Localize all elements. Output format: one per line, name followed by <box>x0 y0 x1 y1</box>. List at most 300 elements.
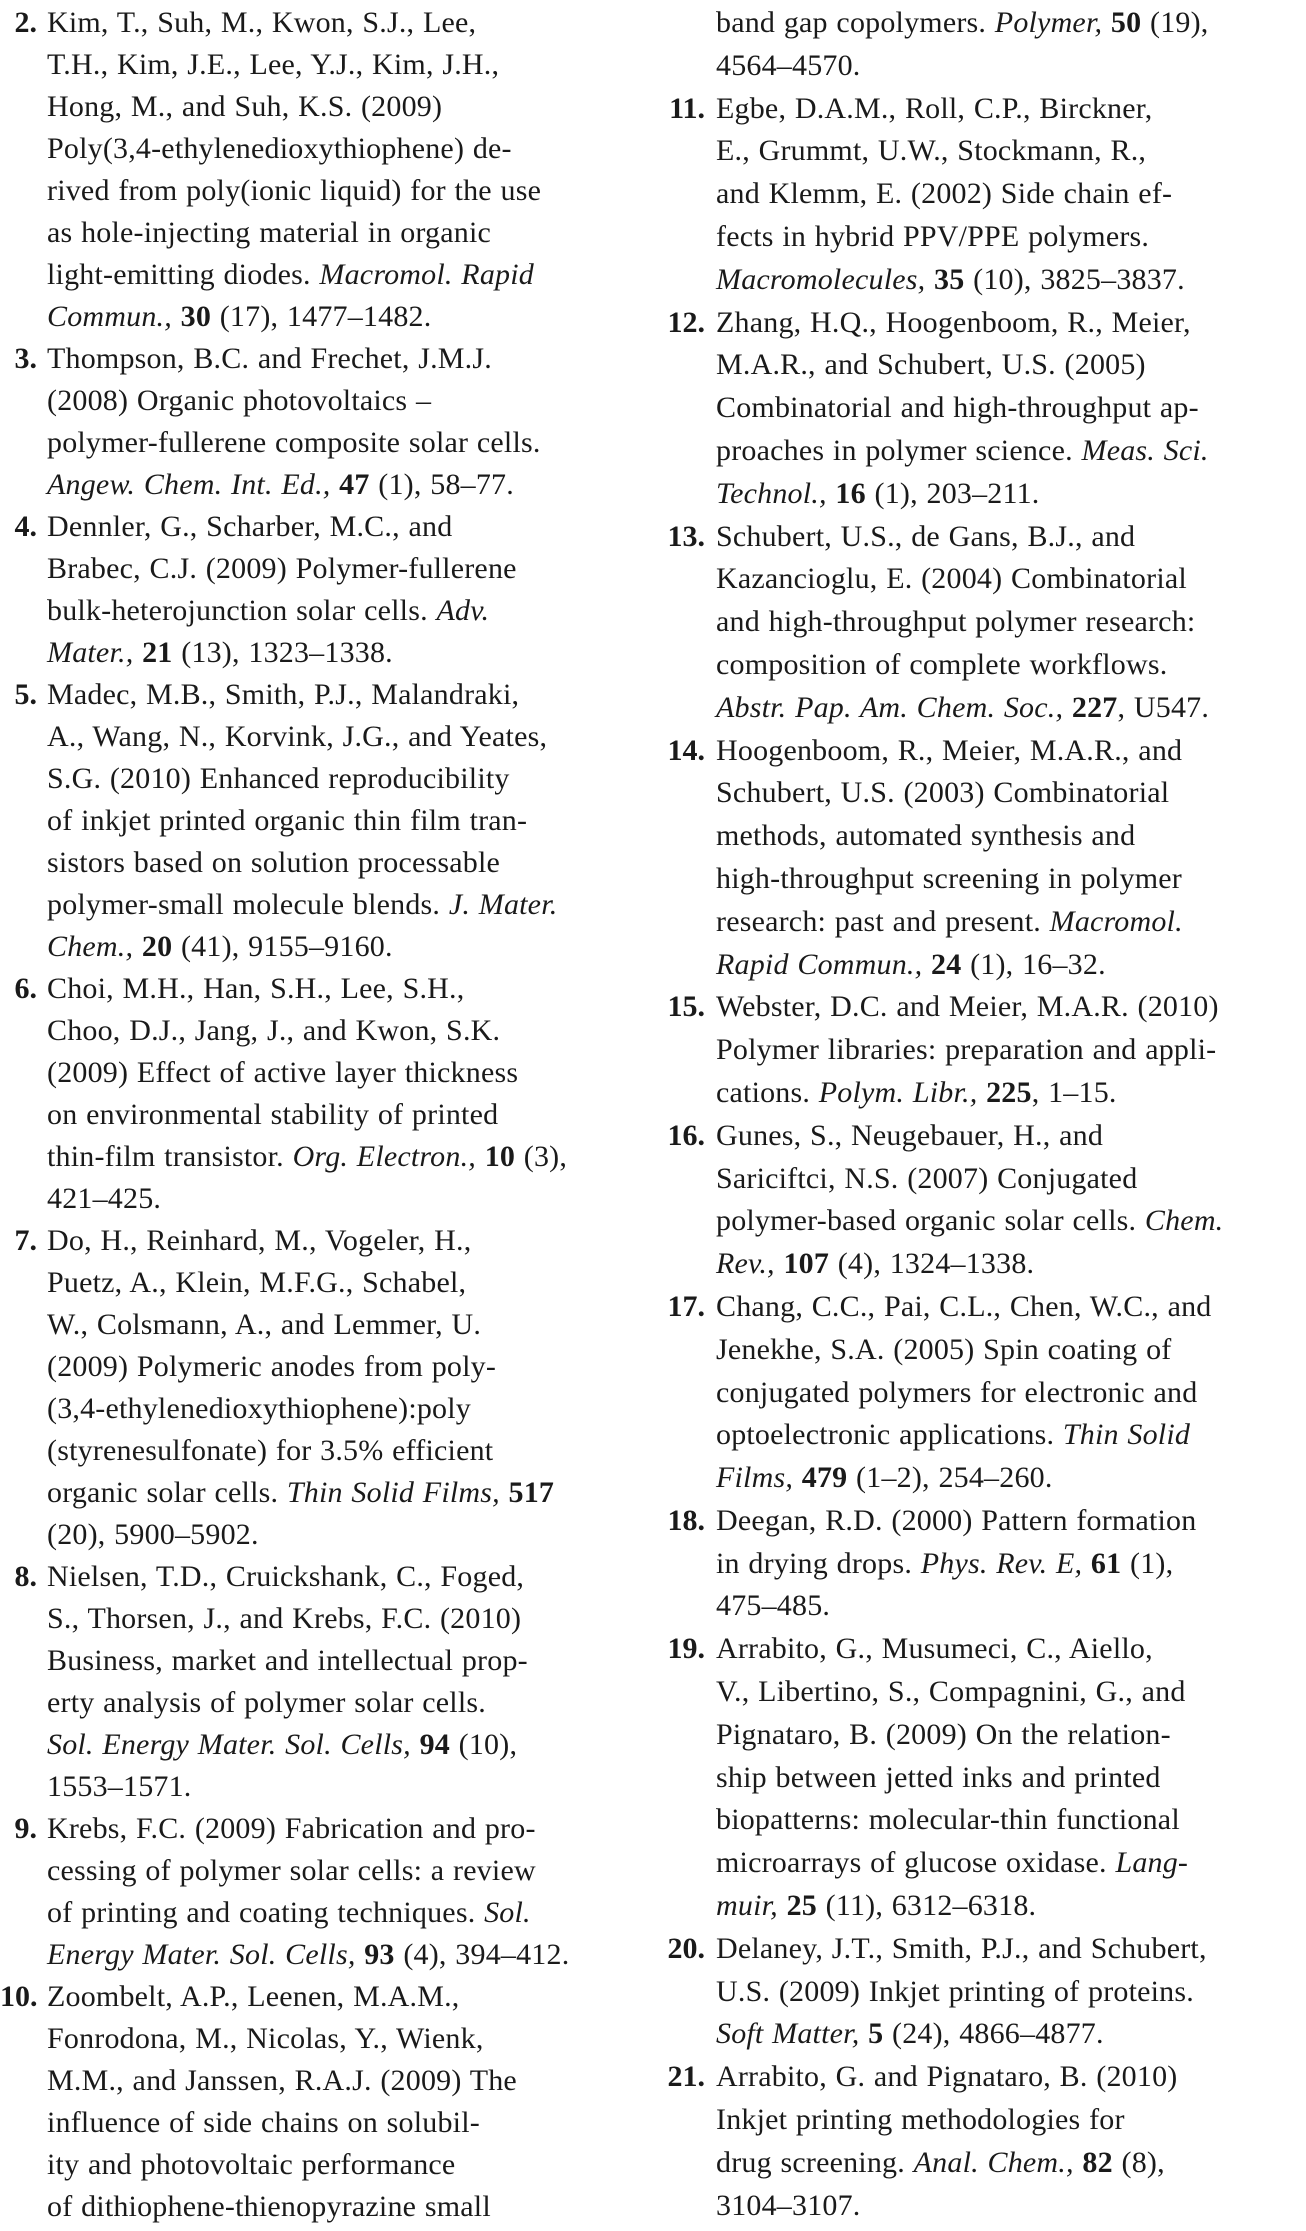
reference-line <box>716 687 1306 730</box>
text-segment: research: past and present. <box>716 904 1050 938</box>
reference-line <box>47 2186 650 2228</box>
text-segment: bulk-heterojunction solar cells. <box>47 594 437 627</box>
reference-line <box>47 1598 650 1640</box>
reference-line <box>47 128 650 170</box>
reference-line <box>47 1136 650 1178</box>
text-segment: (3,4-ethylenedioxythiophene):poly <box>47 1392 471 1425</box>
journal-name-segment: Soft Matter, <box>716 2017 869 2051</box>
reference-item <box>0 1220 650 1556</box>
reference-number: 21. <box>667 2060 705 2094</box>
reference-line <box>47 2102 650 2144</box>
journal-name-segment: Macromolecules, <box>716 262 935 296</box>
reference-line <box>47 926 650 968</box>
text-segment: M.M., and Janssen, R.A.J. (2009) The <box>47 2064 517 2097</box>
text-segment: V., Libertino, S., Compagnini, G., and <box>716 1675 1186 1709</box>
text-segment: , U547. <box>1117 690 1210 724</box>
reference-item <box>0 968 650 1220</box>
reference-line <box>716 259 1306 302</box>
text-segment: Kim, T., Suh, M., Kwon, S.J., Lee, <box>47 6 477 39</box>
volume-number-segment: 82 <box>1082 2145 1113 2179</box>
volume-number-segment: 25 <box>786 1889 817 1923</box>
text-segment: band gap copolymers. <box>716 6 995 39</box>
reference-line <box>716 772 1306 815</box>
text-segment: Polymer libraries: preparation and appli- <box>716 1033 1217 1067</box>
text-segment: (4), 1324–1338. <box>829 1247 1035 1281</box>
text-segment: Egbe, D.A.M., Roll, C.P., Birckner, <box>716 91 1153 125</box>
text-segment: in drying drops. <box>716 1546 921 1580</box>
text-segment: (1), <box>1121 1546 1174 1580</box>
text-segment: high-throughput screening in polymer <box>716 861 1182 895</box>
reference-item <box>0 674 650 968</box>
text-segment: microarrays of glucose oxidase. <box>716 1846 1116 1880</box>
reference-line <box>716 1200 1306 1243</box>
reference-line <box>47 1682 650 1724</box>
reference-line <box>47 1346 650 1388</box>
text-segment: (20), 5900–5902. <box>47 1518 259 1551</box>
text-segment: biopatterns: molecular-thin functional <box>716 1803 1180 1837</box>
reference-line <box>716 1842 1306 1885</box>
reference-line <box>47 1724 650 1766</box>
reference-number: 16. <box>667 1118 705 1152</box>
reference-line <box>47 2144 650 2186</box>
reference-line <box>47 674 650 716</box>
text-segment: Gunes, S., Neugebauer, H., and <box>716 1118 1104 1152</box>
reference-line <box>47 1010 650 1052</box>
reference-line <box>716 45 1306 88</box>
text-segment: conjugated polymers for electronic and <box>716 1375 1198 1409</box>
text-segment: 1553–1571. <box>47 1770 192 1803</box>
reference-line <box>716 558 1306 601</box>
text-segment: optoelectronic applications. <box>716 1418 1063 1452</box>
text-segment: of dithiophene-thienopyrazine small <box>47 2190 491 2223</box>
text-segment: Hong, M., and Suh, K.S. (2009) <box>47 90 443 123</box>
text-segment: and Klemm, E. (2002) Side chain ef- <box>716 177 1173 211</box>
text-segment: S.G. (2010) Enhanced reproducibility <box>47 762 510 795</box>
reference-number: 20. <box>667 1931 705 1965</box>
journal-name-segment: Technol., <box>716 476 836 510</box>
text-segment: Pignataro, B. (2009) On the relation- <box>716 1717 1171 1751</box>
text-segment: (1), 16–32. <box>961 947 1106 981</box>
text-segment: organic solar cells. <box>47 1476 287 1509</box>
reference-line <box>47 44 650 86</box>
text-segment: thin-film transistor. <box>47 1140 293 1173</box>
text-segment: (11), 6312–6318. <box>816 1889 1037 1923</box>
text-segment: (1–2), 254–260. <box>847 1461 1053 1495</box>
reference-line <box>47 632 650 674</box>
text-segment: Jenekhe, S.A. (2005) Spin coating of <box>716 1332 1172 1366</box>
reference-line <box>47 254 650 296</box>
text-segment: influence of side chains on solubil- <box>47 2106 480 2139</box>
reference-item <box>662 1628 1306 1928</box>
reference-line <box>716 1928 1306 1971</box>
text-segment: 421–425. <box>47 1182 162 1215</box>
text-segment: Poly(3,4-ethylenedioxythiophene) de- <box>47 132 512 165</box>
text-segment: (1), 58–77. <box>369 468 514 501</box>
text-segment: (10), 3825–3837. <box>964 262 1185 296</box>
reference-item <box>0 2 650 338</box>
text-segment: Business, market and intellectual prop- <box>47 1644 528 1677</box>
text-segment: light-emitting diodes. <box>47 258 320 291</box>
journal-name-segment: Org. Electron., <box>292 1140 485 1173</box>
reference-line <box>716 2185 1306 2228</box>
references-column-left <box>0 2 650 2228</box>
text-segment: Schubert, U.S., de Gans, B.J., and <box>716 519 1136 553</box>
text-segment: Inkjet printing methodologies for <box>716 2103 1125 2137</box>
reference-item <box>662 2056 1306 2227</box>
reference-line <box>716 1286 1306 1329</box>
text-segment: Arrabito, G., Musumeci, C., Aiello, <box>716 1632 1153 1666</box>
text-segment: 475–485. <box>716 1589 831 1623</box>
text-segment: (10), <box>449 1728 518 1761</box>
reference-item <box>0 1556 650 1808</box>
volume-number-segment: 5 <box>868 2017 884 2051</box>
reference-line <box>47 1472 650 1514</box>
reference-line <box>716 2013 1306 2056</box>
text-segment: Brabec, C.J. (2009) Polymer-fullerene <box>47 552 517 585</box>
reference-line <box>47 842 650 884</box>
reference-item <box>662 302 1306 516</box>
text-segment: Arrabito, G. and Pignataro, B. (2010) <box>716 2060 1178 2094</box>
text-segment: drug screening. <box>716 2145 914 2179</box>
volume-number-segment: 517 <box>508 1476 555 1509</box>
reference-line <box>716 173 1306 216</box>
text-segment: Nielsen, T.D., Cruickshank, C., Foged, <box>47 1560 525 1593</box>
reference-line <box>716 130 1306 173</box>
reference-item <box>0 506 650 674</box>
text-segment: Choi, M.H., Han, S.H., Lee, S.H., <box>47 972 465 1005</box>
journal-name-segment: Meas. Sci. <box>1081 433 1209 467</box>
reference-line <box>716 473 1306 516</box>
journal-name-segment: Chem. <box>1144 1204 1224 1238</box>
reference-number: 17. <box>667 1289 705 1323</box>
journal-name-segment: Rev., <box>716 1247 784 1281</box>
reference-number: 8. <box>14 1560 37 1593</box>
reference-item <box>662 1928 1306 2056</box>
reference-line <box>47 590 650 632</box>
journal-name-segment: Sol. Energy Mater. Sol. Cells, <box>47 1728 420 1761</box>
reference-number: 13. <box>667 519 705 553</box>
reference-line <box>47 506 650 548</box>
reference-line <box>47 1892 650 1934</box>
reference-line <box>47 1934 650 1976</box>
reference-line <box>47 1262 650 1304</box>
reference-line <box>47 1976 650 2018</box>
journal-name-segment: Energy Mater. Sol. Cells, <box>47 1938 365 1971</box>
reference-line <box>716 601 1306 644</box>
volume-number-segment: 479 <box>801 1461 848 1495</box>
reference-line <box>47 716 650 758</box>
reference-line <box>47 884 650 926</box>
reference-line <box>716 2056 1306 2099</box>
text-segment: ship between jetted inks and printed <box>716 1760 1161 1794</box>
journal-name-segment: Thin Solid Films, <box>286 1476 509 1509</box>
volume-number-segment: 21 <box>142 636 173 669</box>
reference-line <box>47 1094 650 1136</box>
journal-name-segment: Abstr. Pap. Am. Chem. Soc., <box>716 690 1072 724</box>
reference-line <box>716 516 1306 559</box>
reference-line <box>716 1029 1306 1072</box>
text-segment: Hoogenboom, R., Meier, M.A.R., and <box>716 733 1183 767</box>
journal-name-segment: Lang- <box>1115 1846 1189 1880</box>
text-segment: of inkjet printed organic thin film tran- <box>47 804 528 837</box>
reference-line <box>716 1971 1306 2014</box>
reference-line <box>47 2018 650 2060</box>
reference-line <box>47 2 650 44</box>
reference-line <box>716 1757 1306 1800</box>
reference-item <box>662 1115 1306 1286</box>
reference-number: 15. <box>667 990 705 1024</box>
reference-line <box>47 1388 650 1430</box>
journal-name-segment: Phys. Rev. E, <box>920 1546 1091 1580</box>
journal-name-segment: muir, <box>716 1889 787 1923</box>
reference-line <box>716 1799 1306 1842</box>
journal-name-segment: Films, <box>716 1461 802 1495</box>
reference-line <box>47 758 650 800</box>
reference-item <box>662 88 1306 302</box>
reference-line <box>47 296 650 338</box>
text-segment: Schubert, U.S. (2003) Combinatorial <box>716 776 1170 810</box>
text-segment: rived from poly(ionic liquid) for the use <box>47 174 542 207</box>
text-segment: (styrenesulfonate) for 3.5% efficient <box>47 1434 494 1467</box>
journal-name-segment: Thin Solid <box>1062 1418 1191 1452</box>
reference-line <box>716 1372 1306 1415</box>
volume-number-segment: 93 <box>364 1938 395 1971</box>
references-column-right <box>662 2 1306 2227</box>
text-segment: Deegan, R.D. (2000) Pattern formation <box>716 1503 1197 1537</box>
text-segment: Krebs, F.C. (2009) Fabrication and pro- <box>47 1812 536 1845</box>
text-segment: 4564–4570. <box>716 48 861 82</box>
reference-number: 11. <box>669 91 705 125</box>
journal-name-segment: Polymer, <box>994 6 1111 39</box>
reference-line <box>716 815 1306 858</box>
text-segment: sistors based on solution processable <box>47 846 501 879</box>
text-segment: and high-throughput polymer research: <box>716 605 1196 639</box>
text-segment: Puetz, A., Klein, M.F.G., Schabel, <box>47 1266 467 1299</box>
reference-line <box>716 430 1306 473</box>
reference-line <box>47 800 650 842</box>
reference-line <box>47 1808 650 1850</box>
text-segment: Sariciftci, N.S. (2007) Conjugated <box>716 1161 1138 1195</box>
volume-number-segment: 35 <box>934 262 965 296</box>
reference-line <box>47 338 650 380</box>
reference-item <box>662 1286 1306 1500</box>
journal-name-segment: Rapid Commun., <box>716 947 931 981</box>
reference-line <box>716 986 1306 1029</box>
reference-item <box>0 338 650 506</box>
text-segment: (2008) Organic photovoltaics – <box>47 384 432 417</box>
reference-number: 10. <box>0 1980 38 2013</box>
journal-name-segment: Chem., <box>47 930 142 963</box>
reference-item <box>0 1808 650 1976</box>
text-segment: cessing of polymer solar cells: a review <box>47 1854 536 1887</box>
text-segment: on environmental stability of printed <box>47 1098 499 1131</box>
journal-name-segment: Commun., <box>47 300 181 333</box>
text-segment: ity and photovoltaic performance <box>47 2148 456 2181</box>
reference-line <box>716 1457 1306 1500</box>
journal-name-segment: Anal. Chem., <box>913 2145 1083 2179</box>
reference-item <box>662 986 1306 1114</box>
reference-line <box>716 1115 1306 1158</box>
text-segment: Zoombelt, A.P., Leenen, M.A.M., <box>47 1980 460 2013</box>
reference-number: 4. <box>14 510 37 543</box>
reference-item-continuation <box>662 2 1306 88</box>
reference-line <box>47 1304 650 1346</box>
reference-line <box>716 730 1306 773</box>
volume-number-segment: 225 <box>986 1075 1032 1109</box>
reference-line <box>47 86 650 128</box>
text-segment: cations. <box>716 1075 819 1109</box>
reference-number: 6. <box>14 972 37 1005</box>
text-segment: (13), 1323–1338. <box>172 636 393 669</box>
reference-line <box>716 1500 1306 1543</box>
volume-number-segment: 227 <box>1071 690 1118 724</box>
reference-number: 14. <box>667 733 705 767</box>
reference-line <box>47 1640 650 1682</box>
text-segment: fects in hybrid PPV/PPE polymers. <box>716 219 1150 253</box>
text-segment: M.A.R., and Schubert, U.S. (2005) <box>716 348 1146 382</box>
reference-line <box>47 464 650 506</box>
text-segment: polymer-based organic solar cells. <box>716 1204 1145 1238</box>
reference-line <box>716 302 1306 345</box>
text-segment: as hole-injecting material in organic <box>47 216 492 249</box>
reference-line <box>716 2142 1306 2185</box>
text-segment: composition of complete workflows. <box>716 647 1168 681</box>
reference-line <box>47 1514 650 1556</box>
text-segment: Kazancioglu, E. (2004) Combinatorial <box>716 562 1187 596</box>
reference-line <box>47 1220 650 1262</box>
reference-line <box>47 212 650 254</box>
reference-line <box>716 216 1306 259</box>
text-segment: Madec, M.B., Smith, P.J., Malandraki, <box>47 678 520 711</box>
text-segment: E., Grummt, U.W., Stockmann, R., <box>716 134 1147 168</box>
text-segment: (24), 4866–4877. <box>883 2017 1104 2051</box>
reference-line <box>716 1628 1306 1671</box>
reference-line <box>716 1414 1306 1457</box>
reference-line <box>47 968 650 1010</box>
reference-line <box>716 1072 1306 1115</box>
reference-number: 9. <box>14 1812 37 1845</box>
reference-line <box>47 380 650 422</box>
reference-line <box>47 1556 650 1598</box>
reference-line <box>47 422 650 464</box>
reference-line <box>716 387 1306 430</box>
reference-line <box>716 1543 1306 1586</box>
reference-number: 19. <box>667 1632 705 1666</box>
journal-name-segment: Adv. <box>436 594 490 627</box>
text-segment: proaches in polymer science. <box>716 433 1082 467</box>
reference-line <box>716 1714 1306 1757</box>
text-segment: Thompson, B.C. and Frechet, J.M.J. <box>47 342 492 375</box>
reference-line <box>716 1585 1306 1628</box>
text-segment: 3104–3107. <box>716 2188 861 2222</box>
text-segment: (4), 394–412. <box>394 1938 570 1971</box>
text-segment: polymer-fullerene composite solar cells. <box>47 426 541 459</box>
text-segment: U.S. (2009) Inkjet printing of proteins. <box>716 1974 1194 2008</box>
text-segment: (3), <box>515 1140 568 1173</box>
journal-name-segment: Macromol. <box>1049 904 1183 938</box>
text-segment: Combinatorial and high-throughput ap- <box>716 391 1199 425</box>
reference-line <box>716 2 1306 45</box>
volume-number-segment: 20 <box>141 930 173 963</box>
text-segment: Delaney, J.T., Smith, P.J., and Schubert, <box>716 1931 1207 1965</box>
reference-item <box>662 1500 1306 1628</box>
reference-line <box>47 1178 650 1220</box>
volume-number-segment: 50 <box>1110 6 1142 39</box>
reference-line <box>716 1243 1306 1286</box>
reference-line <box>716 1671 1306 1714</box>
text-segment: erty analysis of polymer solar cells. <box>47 1686 486 1719</box>
reference-line <box>47 1850 650 1892</box>
reference-item <box>0 1976 650 2228</box>
reference-line <box>47 1052 650 1094</box>
volume-number-segment: 10 <box>484 1140 516 1173</box>
journal-name-segment: J. Mater. <box>448 888 558 921</box>
reference-number: 12. <box>667 305 705 339</box>
reference-item <box>662 730 1306 987</box>
volume-number-segment: 107 <box>783 1247 830 1281</box>
reference-line <box>716 944 1306 987</box>
reference-line <box>47 548 650 590</box>
reference-line <box>716 644 1306 687</box>
text-segment: Do, H., Reinhard, M., Vogeler, H., <box>47 1224 472 1257</box>
journal-name-segment: Mater., <box>47 636 143 669</box>
volume-number-segment: 61 <box>1090 1546 1122 1580</box>
text-segment: (41), 9155–9160. <box>172 930 393 963</box>
text-segment: S., Thorsen, J., and Krebs, F.C. (2010) <box>47 1602 522 1635</box>
reference-line <box>716 1158 1306 1201</box>
volume-number-segment: 24 <box>931 947 962 981</box>
journal-name-segment: Polym. Libr., <box>818 1075 987 1109</box>
reference-line <box>47 170 650 212</box>
text-segment: methods, automated synthesis and <box>716 819 1136 853</box>
reference-line <box>47 1766 650 1808</box>
reference-line <box>716 88 1306 131</box>
reference-number: 7. <box>14 1224 37 1257</box>
volume-number-segment: 30 <box>180 300 212 333</box>
text-segment: W., Colsmann, A., and Lemmer, U. <box>47 1308 482 1341</box>
text-segment: (19), <box>1141 6 1209 39</box>
reference-number: 2. <box>14 6 37 39</box>
journal-name-segment: Angew. Chem. Int. Ed., <box>47 468 340 501</box>
text-segment: Webster, D.C. and Meier, M.A.R. (2010) <box>716 990 1219 1024</box>
journal-name-segment: Macromol. Rapid <box>319 258 534 291</box>
reference-line <box>716 2099 1306 2142</box>
text-segment: (17), 1477–1482. <box>211 300 432 333</box>
reference-line <box>716 1329 1306 1372</box>
reference-line <box>716 344 1306 387</box>
text-segment: Fonrodona, M., Nicolas, Y., Wienk, <box>47 2022 484 2055</box>
text-segment: T.H., Kim, J.E., Lee, Y.J., Kim, J.H., <box>47 48 500 81</box>
reference-line <box>47 1430 650 1472</box>
text-segment: Zhang, H.Q., Hoogenboom, R., Meier, <box>716 305 1191 339</box>
text-segment: polymer-small molecule blends. <box>47 888 449 921</box>
reference-line <box>47 2060 650 2102</box>
volume-number-segment: 16 <box>835 476 866 510</box>
reference-line <box>716 858 1306 901</box>
text-segment: (2009) Polymeric anodes from poly- <box>47 1350 497 1383</box>
text-segment: Chang, C.C., Pai, C.L., Chen, W.C., and <box>716 1289 1212 1323</box>
text-segment: A., Wang, N., Korvink, J.G., and Yeates, <box>47 720 548 753</box>
text-segment: Choo, D.J., Jang, J., and Kwon, S.K. <box>47 1014 501 1047</box>
reference-number: 18. <box>667 1503 705 1537</box>
text-segment: (2009) Effect of active layer thickness <box>47 1056 519 1089</box>
text-segment: (1), 203–211. <box>865 476 1040 510</box>
reference-number: 3. <box>14 342 37 375</box>
volume-number-segment: 94 <box>419 1728 450 1761</box>
reference-number: 5. <box>14 678 37 711</box>
text-segment: (8), <box>1112 2145 1165 2179</box>
text-segment: Dennler, G., Scharber, M.C., and <box>47 510 453 543</box>
